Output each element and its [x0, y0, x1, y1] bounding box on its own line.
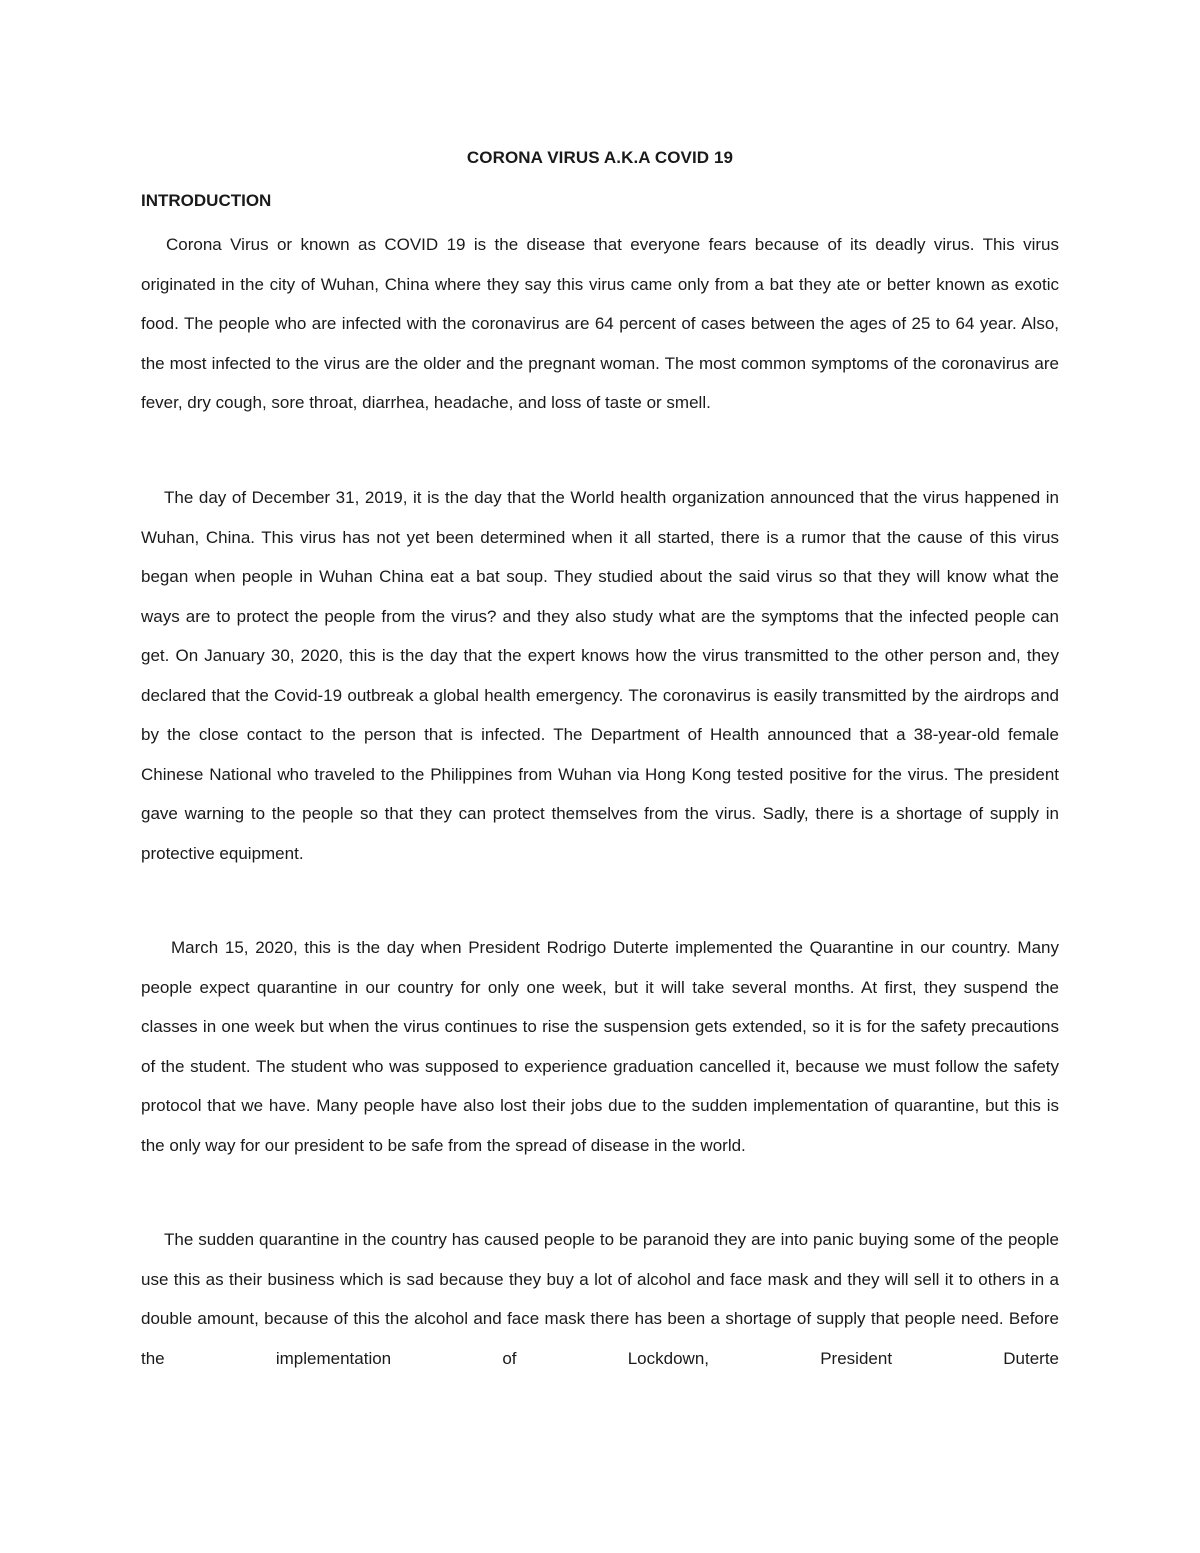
section-heading: INTRODUCTION: [141, 191, 272, 210]
paragraph-4: The sudden quarantine in the country has caused people to be paranoid they are into panic buying some of the people use this as their business which is sad because they buy a lot of alcohol and face mask and they will sell it to others in a double amount, because of this the alcohol and face mask there has been a shortage of supply that people need. Before the implementation of Lockdown, President Duterte: [141, 1230, 1059, 1368]
paragraph-2: The day of December 31, 2019, it is the day that the World health organization announced that the virus happened in Wuhan, China. This virus has not yet been determined when it all started, there is a rumor that the cause of this virus began when people in Wuhan China eat a bat soup. They studied about the said virus so that they will know what the ways are to protect the people from the virus? and they also study what are the symptoms that the infected people can get. On January 30, 2020, this is the day that the expert knows how the virus transmitted to the other person and, they declared that the Covid-19 outbreak a global health emergency. The coronavirus is easily transmitted by the airdrops and by the close contact to the person that is infected. The Department of Health announced that a 38-year-old female Chinese National who traveled to the Philippines from Wuhan via Hong Kong tested positive for the virus. The president gave warning to the people so that they can protect themselves from the virus. Sadly, there is a shortage of supply in protective equipment.: [141, 488, 1059, 863]
document-title: CORONA VIRUS A.K.A COVID 19: [466, 148, 734, 167]
paragraph-3: March 15, 2020, this is the day when President Rodrigo Duterte implemented the Quarantine in our country. Many people expect quarantine in our country for only one week, but it will take several months. At first, they suspend the classes in one week but when the virus continues to rise the suspension gets extended, so it is for the safety precautions of the student. The student who was supposed to experience graduation cancelled it, because we must follow the safety protocol that we have. Many people have also lost their jobs due to the sudden implementation of quarantine, but this is the only way for our president to be safe from the spread of disease in the world.: [141, 938, 1059, 1155]
paragraph-1: Corona Virus or known as COVID 19 is the disease that everyone fears because of its deadly virus. This virus originated in the city of Wuhan, China where they say this virus came only from a bat they ate or better known as exotic food. The people who are infected with the coronavirus are 64 percent of cases between the ages of 25 to 64 year. Also, the most infected to the virus are the older and the pregnant woman. The most common symptoms of the coronavirus are fever, dry cough, sore throat, diarrhea, headache, and loss of taste or smell.: [141, 235, 1059, 412]
